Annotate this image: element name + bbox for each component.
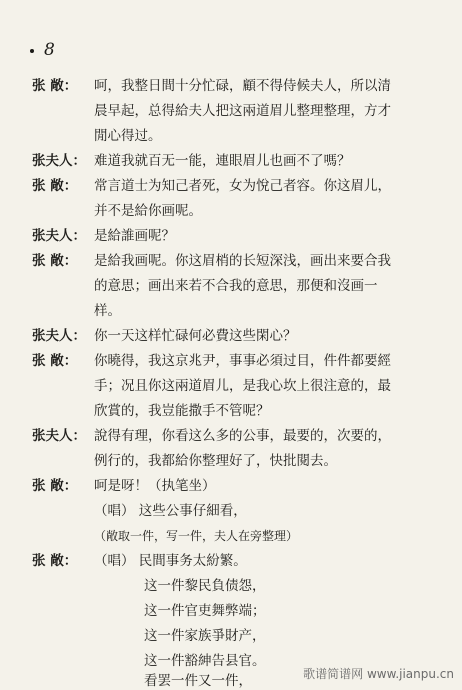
dialogue-text: 晨早起，总得給夫人把这兩道眉儿整理整理，方才 [94,103,391,119]
dialogue-text: 难道我就百无一能，連眼眉儿也画不了嗎？ [94,153,351,169]
page-number [30,40,55,60]
dialogue-text: 例行的，我都給你整理好了，快批閱去。 [94,453,337,469]
speaker: 张 敞： [32,78,78,94]
page-number-text: 8 [44,40,55,60]
speaker: 张夫人： [32,328,86,344]
dialogue-text: 你曉得，我这京兆尹，事事必須过目，件件都要經 [94,353,391,369]
dialogue-text: 欣賞的，我豈能撒手不管呢？ [94,403,270,419]
bullet-dot [30,49,34,53]
dialogue-text: （唱） 这些公事仔細看， [94,503,247,519]
dialogue-text: 手；况且你这兩道眉儿，是我心坎上很注意的，最 [94,378,391,394]
verse-line: 看罢一件又一件， [144,673,252,689]
dialogue-text: 常言道士为知己者死，女为悅己者容。你这眉儿， [94,178,391,194]
speaker: 张夫人： [32,428,86,444]
dialogue-text: 是給誰画呢？ [94,228,175,244]
verse-line: 这一件家族爭財产， [144,628,266,644]
dialogue-text: 閒心得过。 [94,128,162,144]
dialogue-text: 的意思；画出来若不合我的意思，那便和沒画一 [94,278,378,294]
speaker: 张夫人： [32,153,86,169]
dialogue-text: 并不是給你画呢。 [94,203,202,219]
verse-line: 这一件黎民負债怨， [144,578,266,594]
speaker: 张 敞： [32,178,78,194]
dialogue-text: 你一天这样忙碌何必費这些閑心？ [94,328,297,344]
speaker: 张 敞： [32,353,78,369]
verse-line: 这一件豁紳告县官。 [144,653,266,669]
dialogue-text: （唱） 民間事务太紛繁。 [94,553,247,569]
speaker: 张夫人： [32,228,86,244]
speaker: 张 敞： [32,478,78,494]
watermark: 歌谱简谱网 www.jianpu.cn [303,667,454,681]
dialogue-text: 样。 [94,303,121,319]
dialogue-text: 說得有理，你看这么多的公事，最要的，次要的， [94,428,391,444]
dialogue-text: 呵，我整日間十分忙碌，顧不得侍候夫人，所以清 [94,78,391,94]
dialogue-text: 是給我画呢。你这眉梢的长短深浅，画出来要合我 [94,253,391,269]
verse-line: 这一件官吏舞弊端； [144,603,266,619]
speaker: 张 敞： [32,553,78,569]
dialogue-text: 呵是呀！（执笔坐） [94,478,216,494]
speaker: 张 敞： [32,253,78,269]
stage-direction: （敞取一件，写一件，夫人在旁整理） [94,529,299,543]
